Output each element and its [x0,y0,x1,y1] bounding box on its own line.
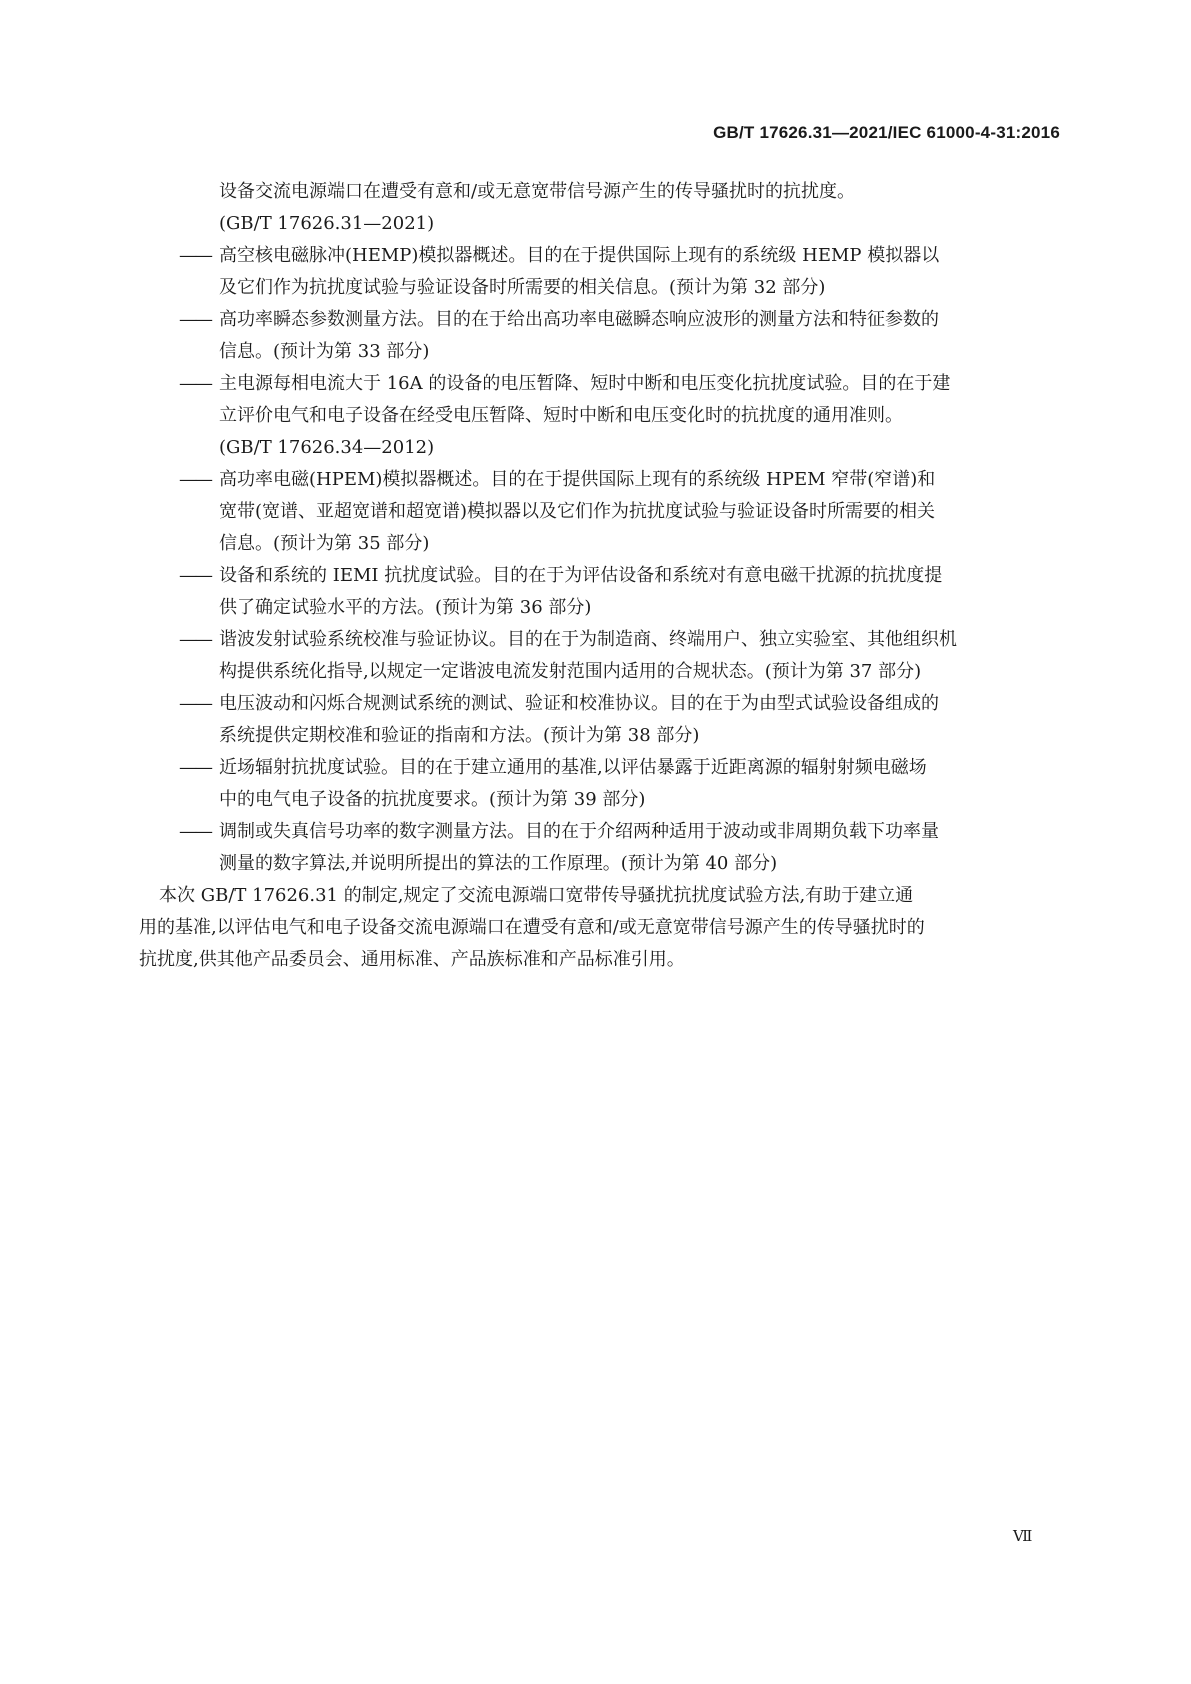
list-item [179,752,1041,816]
text-line: 信息。(预计为第 33 部分) [219,341,430,362]
closing-paragraph [139,880,1041,976]
list-item [179,688,1041,752]
text-line: 信息。(预计为第 35 部分) [219,533,430,554]
dash-marker: —— [179,469,211,490]
text-line: 谐波发射试验系统校准与验证协议。目的在于为制造商、终端用户、独立实验室、其他组织机 [219,629,957,650]
document-body [139,176,1041,976]
text-line: 构提供系统化指导,以规定一定谐波电流发射范围内适用的合规状态。(预计为第 37 部分) [219,661,922,682]
text-line: 主电源每相电流大于 16A 的设备的电压暂降、短时中断和电压变化抗扰度试验。目的在于建 [219,373,951,394]
dash-marker: —— [179,629,211,650]
dash-marker: —— [179,757,211,778]
text-line: 测量的数字算法,并说明所提出的算法的工作原理。(预计为第 40 部分) [219,853,778,874]
text-line: 调制或失真信号功率的数字测量方法。目的在于介绍两种适用于波动或非周期负载下功率量 [219,821,939,842]
text-line: (GB/T 17626.34—2012) [219,437,435,458]
text-line: 中的电气电子设备的抗扰度要求。(预计为第 39 部分) [219,789,646,810]
dash-marker: —— [179,821,211,842]
text-line: 近场辐射抗扰度试验。目的在于建立通用的基准,以评估暴露于近距离源的辐射射频电磁场 [219,757,927,778]
list-item [179,240,1041,304]
list-item [179,368,1041,464]
dash-marker: —— [179,373,211,394]
text-line: 及它们作为抗扰度试验与验证设备时所需要的相关信息。(预计为第 32 部分) [219,277,826,298]
list-item [179,816,1041,880]
dash-marker: —— [179,565,211,586]
text-line: 宽带(宽谱、亚超宽谱和超宽谱)模拟器以及它们作为抗扰度试验与验证设备时所需要的相关 [219,501,936,522]
text-line: 电压波动和闪烁合规测试系统的测试、验证和校准协议。目的在于为由型式试验设备组成的 [219,693,939,714]
text-line: 高空核电磁脉冲(HEMP)模拟器概述。目的在于提供国际上现有的系统级 HEMP 模拟器以 [219,245,940,266]
continuation-text [179,176,1041,240]
text-line: 设备和系统的 IEMI 抗扰度试验。目的在于为评估设备和系统对有意电磁干扰源的抗扰度提 [219,565,943,586]
text-line: 高功率电磁(HPEM)模拟器概述。目的在于提供国际上现有的系统级 HPEM 窄带(窄谱)和 [219,469,936,490]
list-item [179,304,1041,368]
dash-marker: —— [179,309,211,330]
text-line: 供了确定试验水平的方法。(预计为第 36 部分) [219,597,592,618]
page-number: Ⅶ [1013,1529,1034,1545]
text-line: (GB/T 17626.31—2021) [219,213,435,234]
text-line: 本次 GB/T 17626.31 的制定,规定了交流电源端口宽带传导骚扰抗扰度试验方法,有助于建立通 [159,885,914,906]
standard-header: GB/T 17626.31—2021/IEC 61000-4-31:2016 [713,123,1060,142]
dash-marker: —— [179,245,211,266]
text-line: 抗扰度,供其他产品委员会、通用标准、产品族标准和产品标准引用。 [139,949,685,970]
text-line: 系统提供定期校准和验证的指南和方法。(预计为第 38 部分) [219,725,700,746]
text-line: 设备交流电源端口在遭受有意和/或无意宽带信号源产生的传导骚扰时的抗扰度。 [219,181,856,202]
list-item [179,624,1041,688]
text-line: 高功率瞬态参数测量方法。目的在于给出高功率电磁瞬态响应波形的测量方法和特征参数的 [219,309,939,330]
text-line: 用的基准,以评估电气和电子设备交流电源端口在遭受有意和/或无意宽带信号源产生的传导骚扰时的 [139,917,925,938]
list-item [179,464,1041,560]
dash-marker: —— [179,693,211,714]
text-line: 立评价电气和电子设备在经受电压暂降、短时中断和电压变化时的抗扰度的通用准则。 [219,405,903,426]
list-item [179,560,1041,624]
